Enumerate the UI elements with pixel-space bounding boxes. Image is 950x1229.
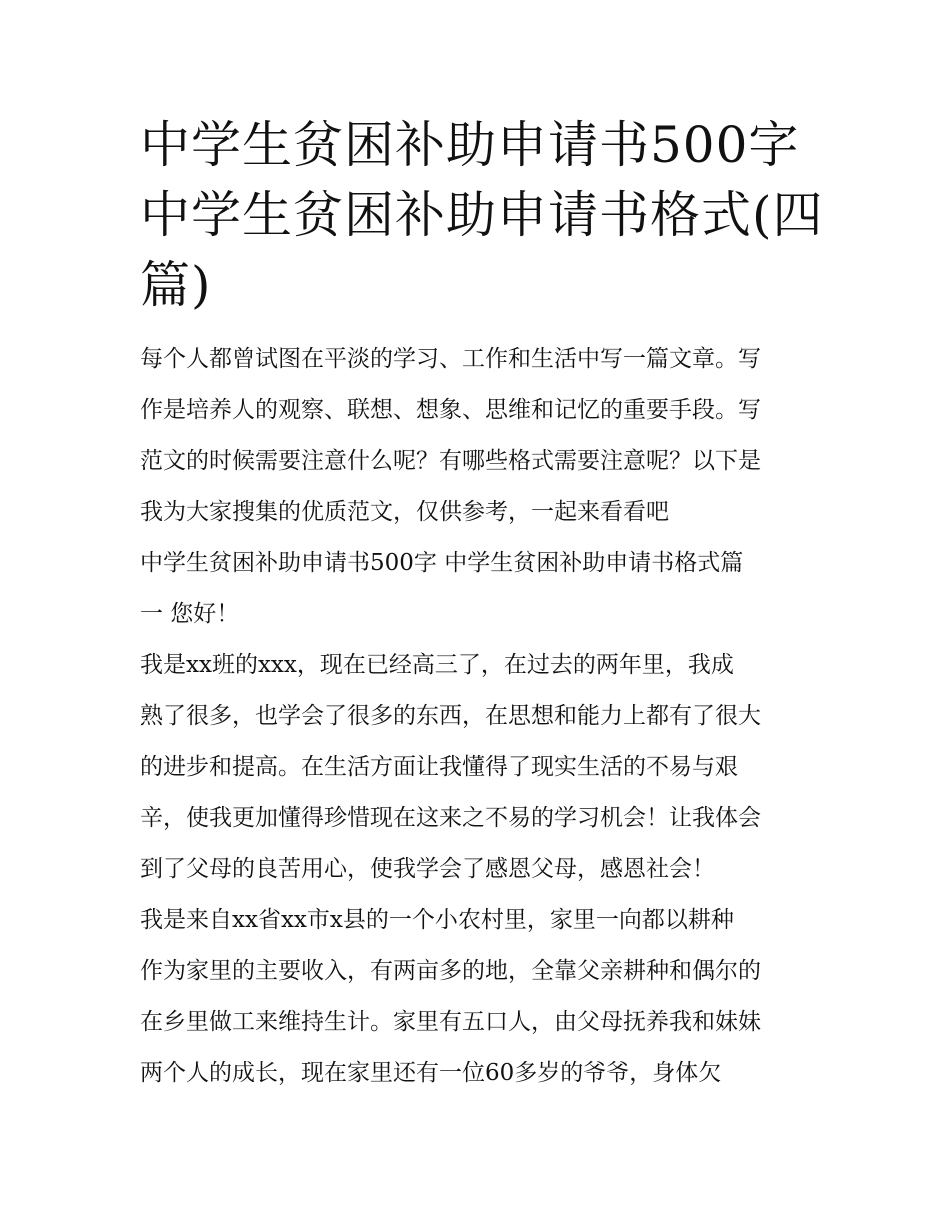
body-line: 我为大家搜集的优质范文，仅供参考，一起来看看吧 [140, 499, 669, 525]
body-line: 在乡里做工来维持生计。家里有五口人，由父母抚养我和妹妹 [140, 1009, 761, 1035]
title-line-2: 中学生贫困补助申请书格式(四 [140, 186, 824, 244]
section-heading-line: 中学生贫困补助申请书500字 中学生贫困补助申请书格式篇 [140, 550, 744, 576]
body-line: 辛，使我更加懂得珍惜现在这来之不易的学习机会！让我体会 [140, 805, 761, 831]
section-heading-line: 一 您好！ [140, 601, 240, 627]
body-line: 两个人的成长，现在家里还有一位60多岁的爷爷，身体欠 [140, 1060, 722, 1086]
document-title [140, 110, 824, 320]
body-line: 我是xx班的xxx，现在已经高三了，在过去的两年里，我成 [140, 652, 734, 678]
body-line: 的进步和提高。在生活方面让我懂得了现实生活的不易与艰 [140, 754, 738, 780]
body-line: 到了父母的良苦用心，使我学会了感恩父母，感恩社会！ [140, 856, 715, 882]
body-line: 每个人都曾试图在平淡的学习、工作和生活中写一篇文章。写 [140, 346, 761, 372]
body-line: 范文的时候需要注意什么呢？有哪些格式需要注意呢？以下是 [140, 448, 761, 474]
document-body [140, 334, 814, 1099]
body-line: 熟了很多，也学会了很多的东西，在思想和能力上都有了很大 [140, 703, 761, 729]
body-line: 我是来自xx省xx市x县的一个小农村里，家里一向都以耕种 [140, 907, 734, 933]
body-line: 作是培养人的观察、联想、想象、思维和记忆的重要手段。写 [140, 397, 761, 423]
title-line-1: 中学生贫困补助申请书500字 [140, 116, 800, 174]
title-line-3: 篇) [140, 256, 212, 314]
body-line: 作为家里的主要收入，有两亩多的地，全靠父亲耕种和偶尔的 [140, 958, 761, 984]
